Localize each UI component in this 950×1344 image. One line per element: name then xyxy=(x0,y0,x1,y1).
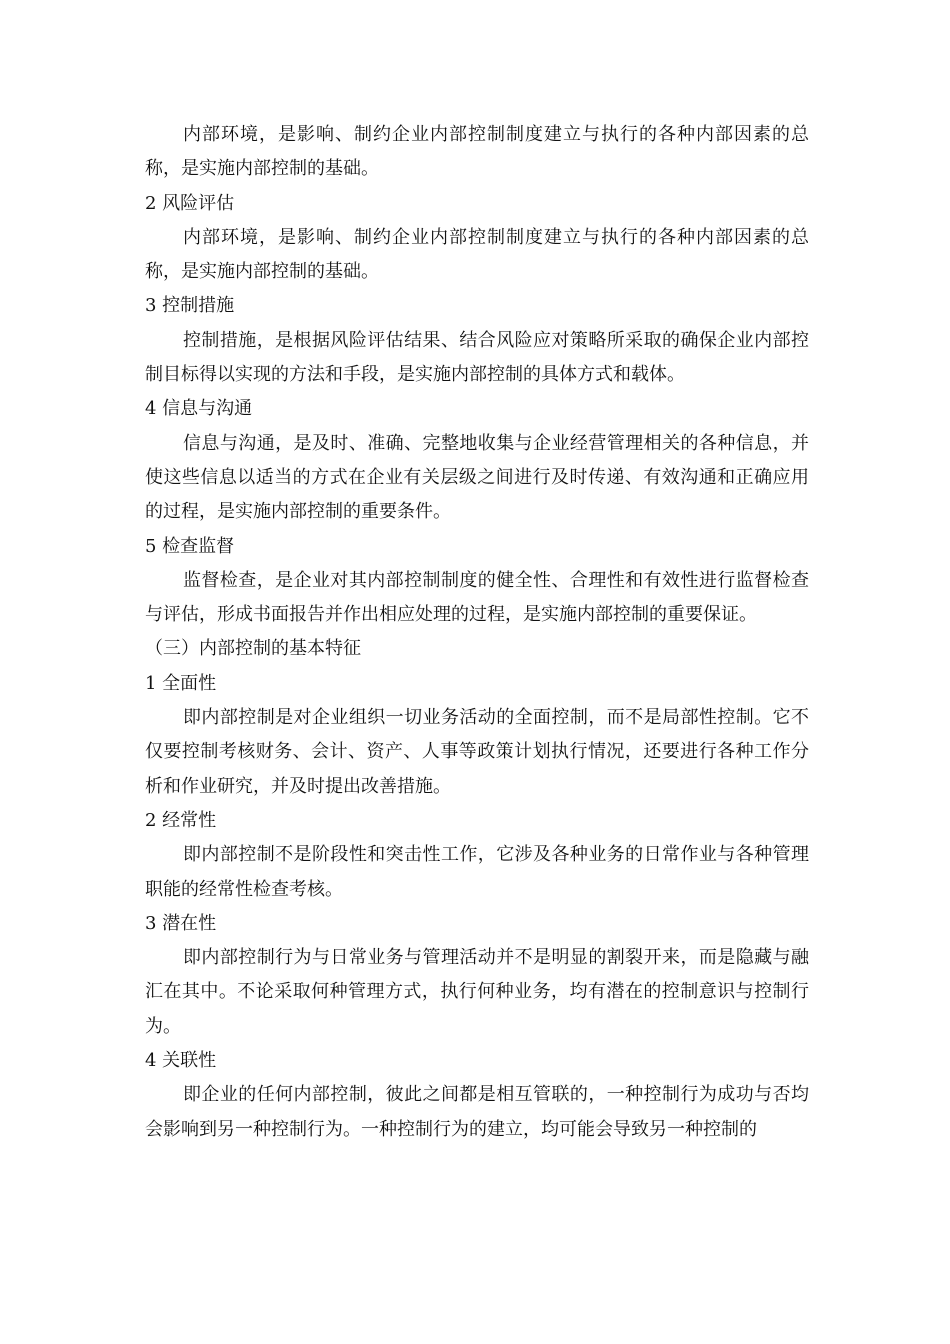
section-title-basic-features: （三）内部控制的基本特征 xyxy=(145,638,361,660)
heading-control-measures: 3 控制措施 xyxy=(145,295,235,317)
paragraph-information-communication: 信息与沟通，是及时、准确、完整地收集与企业经营管理相关的各种信息，并使这些信息以适当的方式在企业有关层级之间进行及时传递、有效沟通和正确应用的过程，是实施内部控制的重要条件。 xyxy=(145,432,809,523)
heading-inspection-supervision: 5 检查监督 xyxy=(145,535,235,557)
document-page xyxy=(145,118,809,1147)
heading-information-communication: 4 信息与沟通 xyxy=(145,398,253,420)
paragraph-control-measures: 控制措施，是根据风险评估结果、结合风险应对策略所采取的确保企业内部控制目标得以实现的方法和手段，是实施内部控制的具体方式和载体。 xyxy=(145,329,809,386)
heading-regularity: 2 经常性 xyxy=(145,809,217,831)
heading-relevance: 4 关联性 xyxy=(145,1050,217,1072)
paragraph-inspection-supervision: 监督检查，是企业对其内部控制制度的健全性、合理性和有效性进行监督检查与评估，形成书面报告并作出相应处理的过程，是实施内部控制的重要保证。 xyxy=(145,569,809,626)
paragraph-regularity: 即内部控制不是阶段性和突击性工作，它涉及各种业务的日常作业与各种管理职能的经常性检查考核。 xyxy=(145,844,809,900)
paragraph-risk-assessment: 内部环境，是影响、制约企业内部控制制度建立与执行的各种内部因素的总称，是实施内部控制的基础。 xyxy=(145,226,809,283)
paragraph-internal-environment: 内部环境，是影响、制约企业内部控制制度建立与执行的各种内部因素的总称，是实施内部控制的基础。 xyxy=(145,124,809,180)
heading-risk-assessment: 2 风险评估 xyxy=(145,192,235,214)
paragraph-comprehensiveness: 即内部控制是对企业组织一切业务活动的全面控制，而不是局部性控制。它不仅要控制考核财务、会计、资产、人事等政策计划执行情况，还要进行各种工作分析和作业研究，并及时提出改善措施。 xyxy=(145,707,809,797)
paragraph-latency: 即内部控制行为与日常业务与管理活动并不是明显的割裂开来，而是隐藏与融汇在其中。不论采取何种管理方式，执行何种业务，均有潜在的控制意识与控制行为。 xyxy=(145,947,809,1037)
paragraph-relevance: 即企业的任何内部控制，彼此之间都是相互管联的，一种控制行为成功与否均会影响到另一种控制行为。一种控制行为的建立，均可能会导致另一种控制的 xyxy=(145,1084,809,1140)
heading-latency: 3 潜在性 xyxy=(145,912,217,934)
heading-comprehensiveness: 1 全面性 xyxy=(145,672,217,694)
